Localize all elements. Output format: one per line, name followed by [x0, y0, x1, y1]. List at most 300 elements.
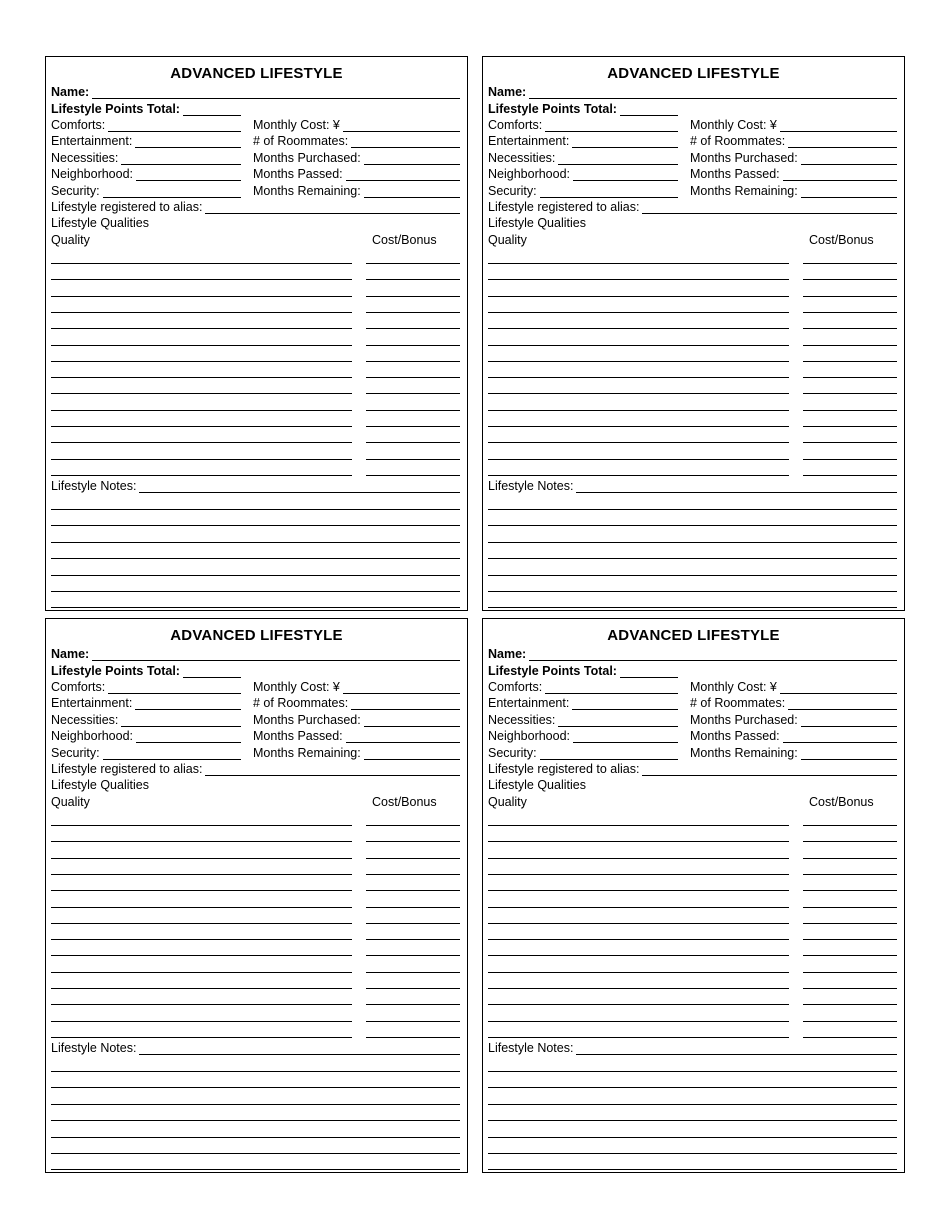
- necessities-field[interactable]: [121, 715, 241, 727]
- points-total-field[interactable]: [183, 104, 241, 116]
- quality-line[interactable]: [488, 312, 789, 313]
- cost-bonus-line[interactable]: [366, 361, 460, 362]
- roommates-label: # of Roommates:: [253, 696, 349, 711]
- cost-bonus-line[interactable]: [803, 825, 897, 826]
- necessities-row: [51, 713, 241, 727]
- cost-bonus-line[interactable]: [803, 393, 897, 394]
- months-remaining-row: [253, 184, 460, 198]
- cost-bonus-line[interactable]: [803, 361, 897, 362]
- months-purchased-field[interactable]: [801, 715, 897, 727]
- quality-line[interactable]: [51, 972, 352, 973]
- notes-line[interactable]: [51, 558, 460, 559]
- entertainment-field[interactable]: [135, 136, 241, 148]
- quality-line[interactable]: [488, 377, 789, 378]
- cost-bonus-line[interactable]: [803, 841, 897, 842]
- alias-row: [51, 200, 460, 214]
- quality-line[interactable]: [51, 442, 352, 443]
- neighborhood-row: [488, 729, 678, 743]
- notes-line[interactable]: [51, 591, 460, 592]
- entertainment-row: [51, 134, 241, 148]
- quality-line[interactable]: [488, 988, 789, 989]
- quality-column-header: Quality: [488, 795, 527, 809]
- quality-line[interactable]: [488, 841, 789, 842]
- notes-line[interactable]: [488, 558, 897, 559]
- entertainment-field[interactable]: [135, 698, 241, 710]
- quality-column-header: Quality: [51, 795, 90, 809]
- notes-line[interactable]: [488, 1071, 897, 1072]
- months-remaining-label: Months Remaining:: [690, 183, 798, 198]
- monthly-cost-label: Monthly Cost: ¥: [253, 118, 340, 132]
- monthly-cost-row: [690, 680, 897, 694]
- monthly-cost-field[interactable]: [780, 120, 897, 132]
- name-label: Name:: [51, 647, 90, 661]
- quality-line[interactable]: [488, 361, 789, 362]
- cost-bonus-line[interactable]: [366, 426, 460, 427]
- comforts-field[interactable]: [108, 120, 241, 132]
- cost-bonus-line[interactable]: [366, 939, 460, 940]
- quality-line[interactable]: [51, 361, 352, 362]
- roommates-label: # of Roommates:: [690, 134, 786, 149]
- cost-bonus-line[interactable]: [803, 345, 897, 346]
- months-remaining-label: Months Remaining:: [690, 745, 798, 760]
- cost-bonus-line[interactable]: [366, 955, 460, 956]
- quality-line[interactable]: [51, 988, 352, 989]
- notes-line[interactable]: [51, 509, 460, 510]
- quality-line[interactable]: [51, 858, 352, 859]
- cost-bonus-line[interactable]: [366, 410, 460, 411]
- notes-line[interactable]: [488, 1087, 897, 1088]
- entertainment-label: Entertainment:: [51, 134, 133, 149]
- cost-bonus-line[interactable]: [366, 890, 460, 891]
- months-purchased-row: [690, 713, 897, 727]
- lifestyle-card-top-left: [45, 56, 468, 611]
- notes-line[interactable]: [488, 1169, 897, 1170]
- alias-row: [51, 762, 460, 776]
- security-row: [51, 746, 241, 760]
- name-label: Name:: [488, 647, 527, 661]
- quality-line[interactable]: [488, 279, 789, 280]
- quality-line[interactable]: [51, 955, 352, 956]
- name-field[interactable]: [529, 87, 897, 99]
- cost-bonus-line[interactable]: [366, 328, 460, 329]
- quality-line[interactable]: [51, 874, 352, 875]
- roommates-field[interactable]: [351, 698, 460, 710]
- roommates-label: # of Roommates:: [690, 696, 786, 711]
- notes-line[interactable]: [51, 607, 460, 608]
- security-label: Security:: [488, 745, 537, 760]
- months-purchased-field[interactable]: [364, 153, 460, 165]
- security-row: [51, 184, 241, 198]
- quality-line[interactable]: [51, 890, 352, 891]
- monthly-cost-label: Monthly Cost: ¥: [690, 118, 777, 132]
- months-passed-row: [690, 167, 897, 181]
- months-passed-row: [690, 729, 897, 743]
- notes-line[interactable]: [488, 1120, 897, 1121]
- quality-line[interactable]: [488, 296, 789, 297]
- notes-row: [488, 1041, 897, 1055]
- months-purchased-label: Months Purchased:: [253, 150, 361, 165]
- cost-bonus-line[interactable]: [803, 377, 897, 378]
- months-purchased-row: [253, 713, 460, 727]
- lifestyle-card-top-right: [482, 56, 905, 611]
- quality-line[interactable]: [488, 426, 789, 427]
- notes-field[interactable]: [576, 481, 897, 493]
- quality-line[interactable]: [488, 1037, 789, 1038]
- notes-line[interactable]: [488, 509, 897, 510]
- roommates-row: [253, 696, 460, 710]
- cost-bonus-line[interactable]: [366, 393, 460, 394]
- name-field[interactable]: [92, 649, 460, 661]
- roommates-field[interactable]: [351, 136, 460, 148]
- notes-line[interactable]: [488, 542, 897, 543]
- cost-bonus-line[interactable]: [803, 955, 897, 956]
- comforts-row: [51, 118, 241, 132]
- quality-line[interactable]: [488, 972, 789, 973]
- neighborhood-row: [51, 167, 241, 181]
- entertainment-row: [488, 134, 678, 148]
- name-field[interactable]: [529, 649, 897, 661]
- neighborhood-field[interactable]: [136, 731, 241, 743]
- quality-line[interactable]: [51, 923, 352, 924]
- cost-bonus-line[interactable]: [366, 1004, 460, 1005]
- notes-line[interactable]: [488, 1104, 897, 1105]
- months-purchased-row: [253, 151, 460, 165]
- notes-line[interactable]: [488, 1137, 897, 1138]
- quality-line[interactable]: [488, 393, 789, 394]
- notes-line[interactable]: [51, 1120, 460, 1121]
- quality-line[interactable]: [51, 426, 352, 427]
- alias-label: Lifestyle registered to alias:: [488, 200, 640, 214]
- comforts-label: Comforts:: [51, 680, 106, 694]
- months-passed-label: Months Passed:: [690, 729, 780, 744]
- months-purchased-field[interactable]: [364, 715, 460, 727]
- notes-line[interactable]: [488, 525, 897, 526]
- quality-line[interactable]: [51, 345, 352, 346]
- cost-bonus-line[interactable]: [366, 377, 460, 378]
- quality-line[interactable]: [488, 939, 789, 940]
- security-field[interactable]: [540, 186, 678, 198]
- necessities-label: Necessities:: [488, 150, 556, 165]
- notes-line[interactable]: [51, 525, 460, 526]
- quality-line[interactable]: [51, 377, 352, 378]
- comforts-field[interactable]: [545, 682, 678, 694]
- entertainment-label: Entertainment:: [51, 696, 133, 711]
- monthly-cost-field[interactable]: [780, 682, 897, 694]
- security-row: [488, 184, 678, 198]
- quality-line[interactable]: [51, 263, 352, 264]
- cost-bonus-line[interactable]: [803, 874, 897, 875]
- quality-column-header: Quality: [51, 233, 90, 247]
- months-passed-field[interactable]: [346, 731, 460, 743]
- points-total-row: [488, 664, 678, 678]
- cost-bonus-line[interactable]: [366, 923, 460, 924]
- neighborhood-field[interactable]: [573, 731, 678, 743]
- quality-line[interactable]: [51, 1037, 352, 1038]
- cost-bonus-line[interactable]: [366, 312, 460, 313]
- monthly-cost-field[interactable]: [343, 682, 460, 694]
- monthly-cost-row: [253, 680, 460, 694]
- cost-bonus-line[interactable]: [803, 263, 897, 264]
- necessities-row: [488, 713, 678, 727]
- roommates-field[interactable]: [788, 136, 897, 148]
- quality-line[interactable]: [488, 263, 789, 264]
- alias-field[interactable]: [205, 764, 460, 776]
- cost-bonus-line[interactable]: [803, 426, 897, 427]
- quality-line[interactable]: [488, 1004, 789, 1005]
- quality-line[interactable]: [51, 939, 352, 940]
- quality-line[interactable]: [488, 923, 789, 924]
- months-purchased-label: Months Purchased:: [690, 712, 798, 727]
- comforts-row: [51, 680, 241, 694]
- quality-line[interactable]: [488, 907, 789, 908]
- months-remaining-field[interactable]: [801, 748, 897, 760]
- cost-bonus-line[interactable]: [366, 825, 460, 826]
- qualities-heading: Lifestyle Qualities: [488, 216, 586, 230]
- notes-label: Lifestyle Notes:: [488, 479, 574, 493]
- necessities-field[interactable]: [558, 153, 678, 165]
- quality-line[interactable]: [51, 393, 352, 394]
- quality-line[interactable]: [51, 1004, 352, 1005]
- notes-row: [51, 1041, 460, 1055]
- months-remaining-row: [690, 184, 897, 198]
- roommates-row: [253, 134, 460, 148]
- lifestyle-card-bottom-right: [482, 618, 905, 1173]
- cost-bonus-line[interactable]: [366, 279, 460, 280]
- cost-bonus-line[interactable]: [366, 972, 460, 973]
- notes-line[interactable]: [51, 1137, 460, 1138]
- cost-bonus-line[interactable]: [366, 442, 460, 443]
- cost-bonus-line[interactable]: [366, 296, 460, 297]
- months-remaining-field[interactable]: [364, 186, 460, 198]
- months-purchased-row: [690, 151, 897, 165]
- cost-bonus-column-header: Cost/Bonus: [372, 233, 437, 247]
- quality-line[interactable]: [488, 825, 789, 826]
- months-remaining-row: [690, 746, 897, 760]
- quality-line[interactable]: [488, 410, 789, 411]
- cost-bonus-line[interactable]: [366, 459, 460, 460]
- name-row: [51, 647, 460, 661]
- necessities-field[interactable]: [121, 153, 241, 165]
- months-remaining-field[interactable]: [801, 186, 897, 198]
- card-title: ADVANCED LIFESTYLE: [170, 627, 343, 644]
- roommates-field[interactable]: [788, 698, 897, 710]
- necessities-label: Necessities:: [51, 712, 119, 727]
- quality-line[interactable]: [51, 279, 352, 280]
- cost-bonus-line[interactable]: [803, 312, 897, 313]
- neighborhood-row: [488, 167, 678, 181]
- neighborhood-label: Neighborhood:: [488, 167, 571, 182]
- entertainment-field[interactable]: [572, 136, 678, 148]
- cost-bonus-line[interactable]: [366, 1021, 460, 1022]
- cost-bonus-line[interactable]: [366, 874, 460, 875]
- notes-line[interactable]: [488, 591, 897, 592]
- name-row: [488, 647, 897, 661]
- notes-field[interactable]: [576, 1043, 897, 1055]
- cost-bonus-line[interactable]: [366, 475, 460, 476]
- cost-bonus-line[interactable]: [803, 328, 897, 329]
- monthly-cost-field[interactable]: [343, 120, 460, 132]
- entertainment-label: Entertainment:: [488, 696, 570, 711]
- quality-line[interactable]: [51, 296, 352, 297]
- months-remaining-field[interactable]: [364, 748, 460, 760]
- cost-bonus-line[interactable]: [803, 1021, 897, 1022]
- months-passed-field[interactable]: [346, 169, 460, 181]
- comforts-row: [488, 118, 678, 132]
- months-remaining-label: Months Remaining:: [253, 183, 361, 198]
- neighborhood-field[interactable]: [573, 169, 678, 181]
- cost-bonus-line[interactable]: [803, 972, 897, 973]
- quality-line[interactable]: [488, 858, 789, 859]
- cost-bonus-line[interactable]: [803, 296, 897, 297]
- cost-bonus-line[interactable]: [803, 923, 897, 924]
- comforts-field[interactable]: [545, 120, 678, 132]
- cost-bonus-line[interactable]: [366, 1037, 460, 1038]
- months-passed-field[interactable]: [783, 169, 897, 181]
- quality-line[interactable]: [488, 442, 789, 443]
- notes-line[interactable]: [51, 1153, 460, 1154]
- quality-line[interactable]: [488, 955, 789, 956]
- alias-field[interactable]: [205, 202, 460, 214]
- cost-bonus-line[interactable]: [803, 459, 897, 460]
- cost-bonus-line[interactable]: [803, 988, 897, 989]
- necessities-field[interactable]: [558, 715, 678, 727]
- entertainment-label: Entertainment:: [488, 134, 570, 149]
- alias-field[interactable]: [642, 202, 897, 214]
- quality-line[interactable]: [51, 312, 352, 313]
- neighborhood-label: Neighborhood:: [51, 167, 134, 182]
- alias-label: Lifestyle registered to alias:: [488, 762, 640, 776]
- necessities-row: [488, 151, 678, 165]
- cost-bonus-column-header: Cost/Bonus: [372, 795, 437, 809]
- points-total-field[interactable]: [620, 104, 678, 116]
- cost-bonus-line[interactable]: [803, 858, 897, 859]
- quality-line[interactable]: [488, 328, 789, 329]
- security-field[interactable]: [103, 748, 241, 760]
- cost-bonus-line[interactable]: [366, 907, 460, 908]
- qualities-heading: Lifestyle Qualities: [488, 778, 586, 792]
- months-purchased-field[interactable]: [801, 153, 897, 165]
- cost-bonus-line[interactable]: [366, 263, 460, 264]
- quality-line[interactable]: [488, 1021, 789, 1022]
- quality-line[interactable]: [51, 328, 352, 329]
- necessities-row: [51, 151, 241, 165]
- notes-line[interactable]: [51, 575, 460, 576]
- cost-bonus-line[interactable]: [803, 907, 897, 908]
- cost-bonus-line[interactable]: [366, 841, 460, 842]
- alias-label: Lifestyle registered to alias:: [51, 200, 203, 214]
- cost-bonus-line[interactable]: [366, 988, 460, 989]
- points-total-label: Lifestyle Points Total:: [51, 664, 180, 678]
- points-total-field[interactable]: [183, 666, 241, 678]
- cost-bonus-column-header: Cost/Bonus: [809, 795, 874, 809]
- quality-line[interactable]: [488, 345, 789, 346]
- cost-bonus-line[interactable]: [803, 939, 897, 940]
- quality-line[interactable]: [51, 825, 352, 826]
- monthly-cost-row: [253, 118, 460, 132]
- cost-bonus-line[interactable]: [803, 1004, 897, 1005]
- quality-line[interactable]: [51, 841, 352, 842]
- monthly-cost-label: Monthly Cost: ¥: [690, 680, 777, 694]
- card-title: ADVANCED LIFESTYLE: [170, 65, 343, 82]
- notes-line[interactable]: [51, 1087, 460, 1088]
- alias-field[interactable]: [642, 764, 897, 776]
- quality-line[interactable]: [488, 459, 789, 460]
- name-label: Name:: [51, 85, 90, 99]
- neighborhood-field[interactable]: [136, 169, 241, 181]
- entertainment-field[interactable]: [572, 698, 678, 710]
- notes-label: Lifestyle Notes:: [488, 1041, 574, 1055]
- notes-line[interactable]: [51, 1071, 460, 1072]
- quality-line[interactable]: [51, 907, 352, 908]
- points-total-label: Lifestyle Points Total:: [488, 102, 617, 116]
- quality-line[interactable]: [51, 459, 352, 460]
- months-purchased-label: Months Purchased:: [253, 712, 361, 727]
- comforts-label: Comforts:: [488, 118, 543, 132]
- points-total-row: [51, 664, 241, 678]
- points-total-row: [51, 102, 241, 116]
- name-row: [51, 85, 460, 99]
- notes-line[interactable]: [51, 1169, 460, 1170]
- name-field[interactable]: [92, 87, 460, 99]
- cost-bonus-column-header: Cost/Bonus: [809, 233, 874, 247]
- security-field[interactable]: [103, 186, 241, 198]
- card-title: ADVANCED LIFESTYLE: [607, 65, 780, 82]
- cost-bonus-line[interactable]: [366, 858, 460, 859]
- points-total-label: Lifestyle Points Total:: [51, 102, 180, 116]
- points-total-row: [488, 102, 678, 116]
- lifestyle-card-bottom-left: [45, 618, 468, 1173]
- security-field[interactable]: [540, 748, 678, 760]
- notes-row: [51, 479, 460, 493]
- neighborhood-label: Neighborhood:: [51, 729, 134, 744]
- points-total-label: Lifestyle Points Total:: [488, 664, 617, 678]
- quality-line[interactable]: [51, 1021, 352, 1022]
- quality-line[interactable]: [488, 475, 789, 476]
- quality-line[interactable]: [51, 410, 352, 411]
- quality-line[interactable]: [51, 475, 352, 476]
- cost-bonus-line[interactable]: [366, 345, 460, 346]
- notes-field[interactable]: [139, 1043, 460, 1055]
- months-passed-field[interactable]: [783, 731, 897, 743]
- months-passed-label: Months Passed:: [690, 167, 780, 182]
- cost-bonus-line[interactable]: [803, 279, 897, 280]
- qualities-heading: Lifestyle Qualities: [51, 216, 149, 230]
- cost-bonus-line[interactable]: [803, 442, 897, 443]
- neighborhood-label: Neighborhood:: [488, 729, 571, 744]
- cost-bonus-line[interactable]: [803, 890, 897, 891]
- months-passed-label: Months Passed:: [253, 167, 343, 182]
- cost-bonus-line[interactable]: [803, 475, 897, 476]
- notes-line[interactable]: [51, 1104, 460, 1105]
- security-label: Security:: [51, 745, 100, 760]
- cost-bonus-line[interactable]: [803, 410, 897, 411]
- necessities-label: Necessities:: [488, 712, 556, 727]
- notes-line[interactable]: [488, 575, 897, 576]
- notes-line[interactable]: [51, 542, 460, 543]
- quality-line[interactable]: [488, 874, 789, 875]
- cost-bonus-line[interactable]: [803, 1037, 897, 1038]
- quality-line[interactable]: [488, 890, 789, 891]
- comforts-field[interactable]: [108, 682, 241, 694]
- notes-field[interactable]: [139, 481, 460, 493]
- notes-line[interactable]: [488, 607, 897, 608]
- months-remaining-row: [253, 746, 460, 760]
- points-total-field[interactable]: [620, 666, 678, 678]
- quality-column-header: Quality: [488, 233, 527, 247]
- security-row: [488, 746, 678, 760]
- months-passed-row: [253, 729, 460, 743]
- notes-line[interactable]: [488, 1153, 897, 1154]
